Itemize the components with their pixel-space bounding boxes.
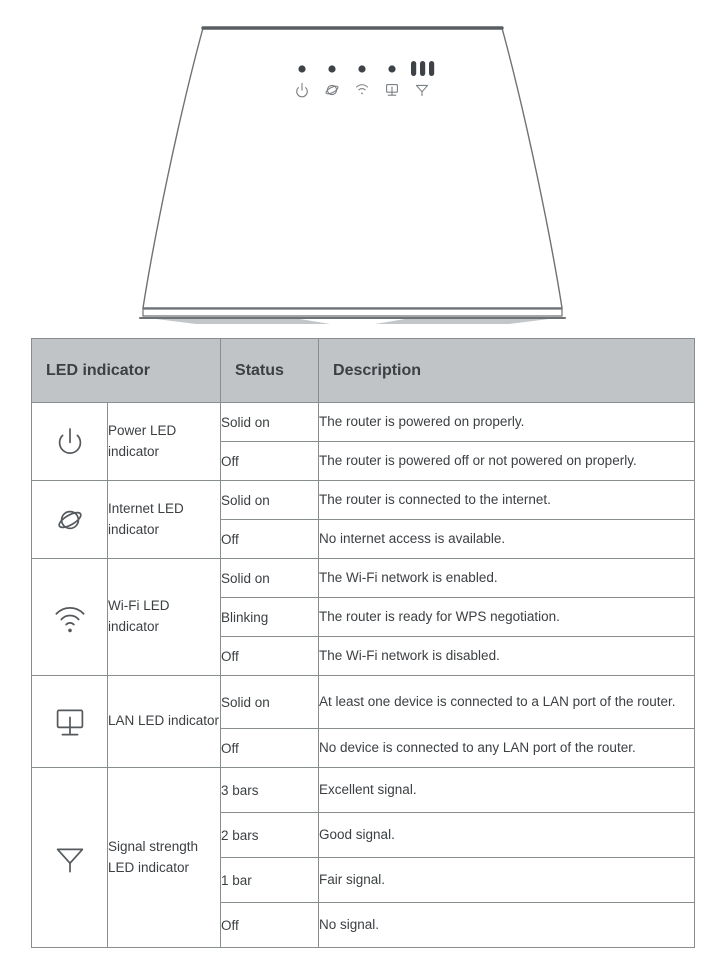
table-row xyxy=(32,559,695,598)
cell-description: No internet access is available. xyxy=(319,520,695,559)
cell-status: Solid on xyxy=(221,481,319,520)
led-dot-lan xyxy=(388,65,395,72)
header-row xyxy=(32,339,695,403)
router-base-lip xyxy=(143,309,562,316)
cell-status: Solid on xyxy=(221,559,319,598)
internet-globe-icon xyxy=(49,499,91,541)
wifi-icon xyxy=(48,597,92,637)
table-header xyxy=(32,339,695,403)
cell-status: 3 bars xyxy=(221,768,319,813)
cell-status: 2 bars xyxy=(221,813,319,858)
cell-label-internet: Internet LED indicator xyxy=(108,481,221,559)
cell-status: 1 bar xyxy=(221,858,319,903)
cell-status: Off xyxy=(221,729,319,768)
cell-description: The router is powered on properly. xyxy=(319,403,695,442)
cell-icon-power xyxy=(32,403,108,481)
cell-status: Off xyxy=(221,520,319,559)
cell-description: At least one device is connected to a LAN port of the router. xyxy=(319,676,695,729)
cell-label-lan: LAN LED indicator xyxy=(108,676,221,768)
cell-description: The router is powered off or not powered on properly. xyxy=(319,442,695,481)
cell-status: Solid on xyxy=(221,676,319,729)
table-row xyxy=(32,676,695,729)
router-foot-left xyxy=(156,319,330,324)
cell-icon-wifi xyxy=(32,559,108,676)
cell-description: The router is ready for WPS negotiation. xyxy=(319,598,695,637)
cell-description: The router is connected to the internet. xyxy=(319,481,695,520)
router-drawing xyxy=(0,0,705,335)
table-row xyxy=(32,403,695,442)
router-body xyxy=(143,28,562,308)
cell-status: Solid on xyxy=(221,403,319,442)
cell-description: No device is connected to any LAN port of the router. xyxy=(319,729,695,768)
header-description: Description xyxy=(319,339,695,403)
cell-status: Off xyxy=(221,442,319,481)
led-indicator-table xyxy=(31,338,695,948)
led-dot-power xyxy=(298,65,305,72)
cell-description: Fair signal. xyxy=(319,858,695,903)
lan-icon xyxy=(49,701,91,743)
header-led-indicator: LED indicator xyxy=(32,339,221,403)
cell-status: Off xyxy=(221,637,319,676)
led-dot-internet xyxy=(328,65,335,72)
table-row xyxy=(32,768,695,813)
cell-status: Off xyxy=(221,903,319,948)
table-body xyxy=(32,403,695,948)
cell-description: Excellent signal. xyxy=(319,768,695,813)
led-dot-wifi xyxy=(358,65,365,72)
cell-icon-lan xyxy=(32,676,108,768)
signal-bars-icon xyxy=(411,61,434,76)
cell-label-power: Power LED indicator xyxy=(108,403,221,481)
power-icon xyxy=(49,421,91,463)
cell-label-wifi: Wi-Fi LED indicator xyxy=(108,559,221,676)
cell-icon-internet xyxy=(32,481,108,559)
cell-status: Blinking xyxy=(221,598,319,637)
router-foot-right xyxy=(375,319,549,324)
cell-description: The Wi-Fi network is disabled. xyxy=(319,637,695,676)
header-status: Status xyxy=(221,339,319,403)
table-row xyxy=(32,481,695,520)
cell-description: No signal. xyxy=(319,903,695,948)
cell-description: The Wi-Fi network is enabled. xyxy=(319,559,695,598)
cell-label-signal: Signal strength LED indicator xyxy=(108,768,221,948)
cell-icon-signal xyxy=(32,768,108,948)
signal-antenna-icon xyxy=(49,837,91,879)
router-illustration xyxy=(0,0,705,335)
cell-description: Good signal. xyxy=(319,813,695,858)
